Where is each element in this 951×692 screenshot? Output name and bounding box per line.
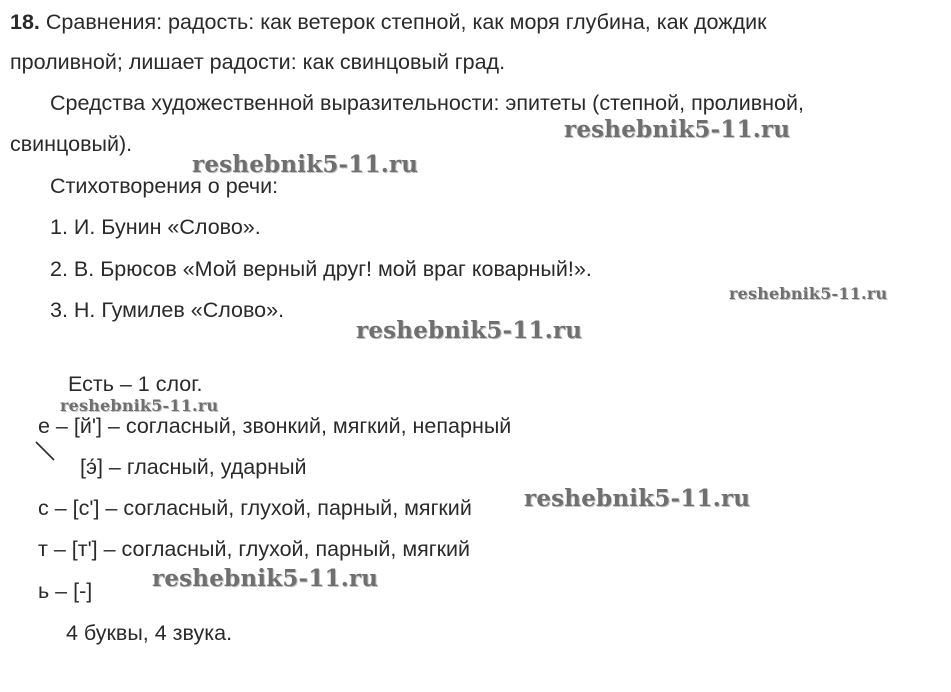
- sound-row-soft-sign: ь – [-]: [38, 579, 93, 603]
- sound-row-e-vowel: [э́] – гласный, ударный: [80, 455, 307, 479]
- poems-heading: Стихотворения о речи:: [50, 174, 279, 198]
- sound-row-s: с – [с'] – согласный, глухой, парный, мягкий: [38, 496, 472, 520]
- watermark: reshebnik5-11.ru: [729, 284, 888, 303]
- task-number: 18.: [10, 10, 40, 34]
- poem-item-1: 1. И. Бунин «Слово».: [50, 215, 261, 239]
- sound-row-t: т – [т'] – согласный, глухой, парный, мягкий: [38, 537, 471, 561]
- paragraph-line-4: свинцовый).: [10, 132, 133, 156]
- watermark: reshebnik5-11.ru: [60, 396, 219, 415]
- watermark: reshebnik5-11.ru: [524, 485, 751, 512]
- watermark: reshebnik5-11.ru: [356, 317, 583, 344]
- watermark: reshebnik5-11.ru: [564, 116, 791, 143]
- poem-item-3: 3. Н. Гумилев «Слово».: [50, 298, 285, 322]
- comparisons-text: Сравнения: радость: как ветерок степной, как моря глубина, как дождик: [45, 10, 767, 34]
- poem-item-2: 2. В. Брюсов «Мой верный друг! мой враг коварный!».: [50, 257, 592, 281]
- watermark: reshebnik5-11.ru: [192, 151, 419, 178]
- summary-line: 4 буквы, 4 звука.: [66, 621, 233, 645]
- branch-stroke: [28, 438, 68, 468]
- paragraph-line-1: [10, 9, 938, 35]
- watermark: reshebnik5-11.ru: [152, 565, 379, 592]
- sound-row-e: е – [й'] – согласный, звонкий, мягкий, непарный: [38, 414, 512, 438]
- paragraph-line-2: проливной; лишает радости: как свинцовый град.: [10, 50, 506, 74]
- syllables-line: Есть – 1 слог.: [68, 372, 203, 396]
- paragraph-line-3: Средства художественной выразительности: эпитеты (степной, проливной,: [50, 91, 804, 115]
